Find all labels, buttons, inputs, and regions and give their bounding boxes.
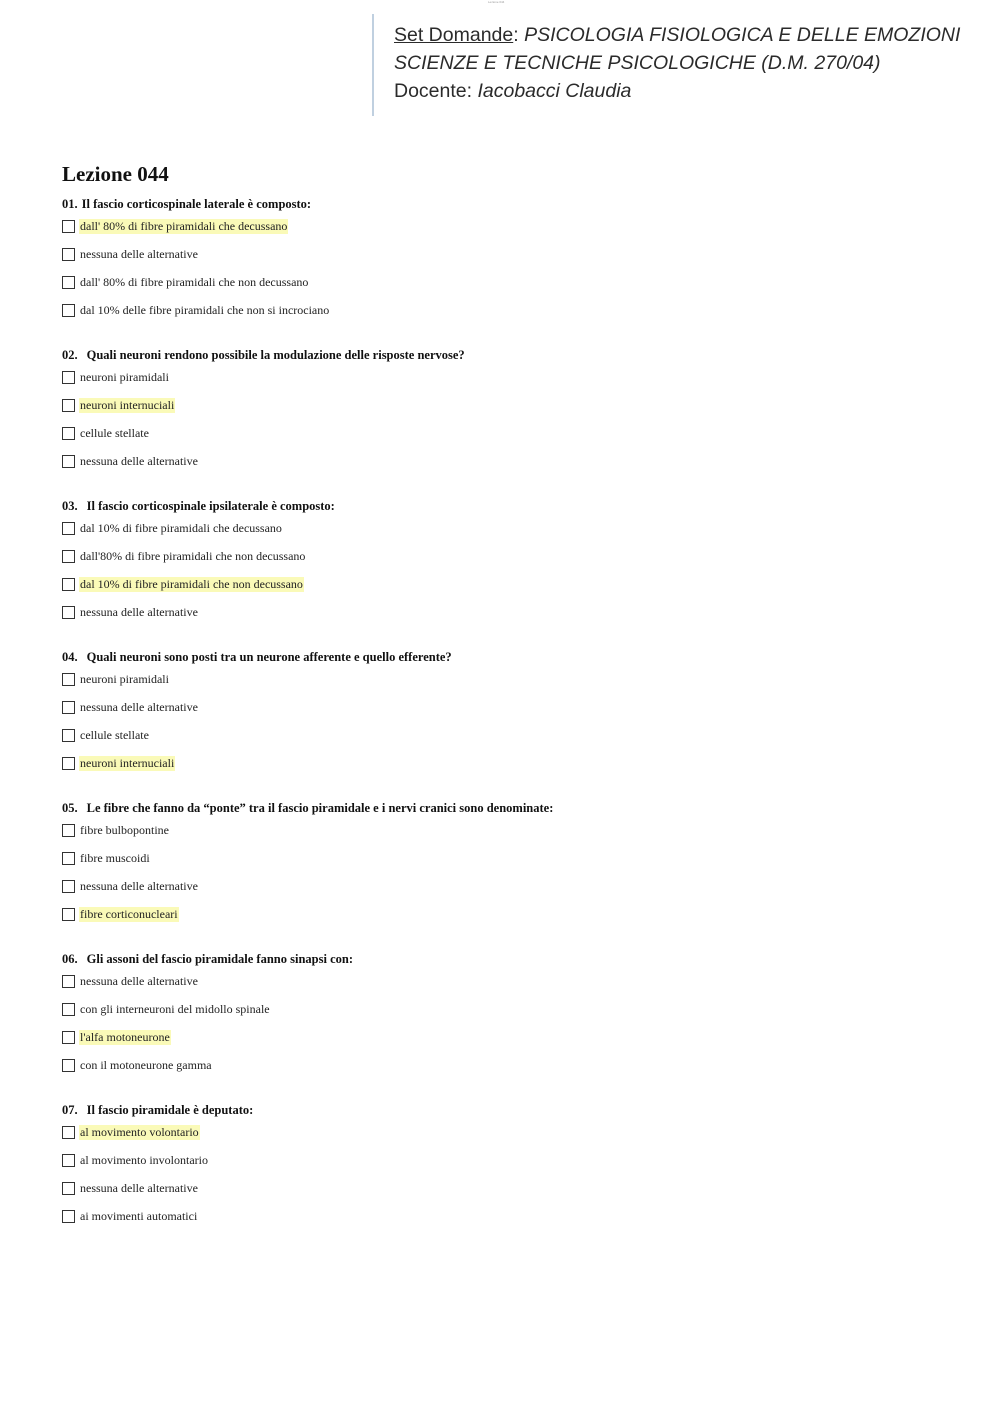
question-06 xyxy=(62,952,962,1086)
answer-option[interactable] xyxy=(62,370,962,398)
answer-option[interactable] xyxy=(62,1058,962,1086)
answer-text: con gli interneuroni del midollo spinale xyxy=(80,1002,270,1016)
answer-checkbox[interactable] xyxy=(62,1210,75,1223)
question-number: 07. xyxy=(62,1103,78,1117)
answer-text: neuroni piramidali xyxy=(80,672,169,686)
answer-text: dal 10% delle fibre piramidali che non si incrociano xyxy=(80,303,330,317)
question-text xyxy=(62,499,962,521)
answer-option[interactable] xyxy=(62,1209,962,1237)
question-text xyxy=(62,197,962,219)
answer-checkbox[interactable] xyxy=(62,757,75,770)
answer-checkbox[interactable] xyxy=(62,522,75,535)
answer-checkbox[interactable] xyxy=(62,304,75,317)
question-04 xyxy=(62,650,962,784)
answer-option[interactable] xyxy=(62,974,962,1002)
answer-checkbox[interactable] xyxy=(62,371,75,384)
answer-option[interactable] xyxy=(62,851,962,879)
degree-name: SCIENZE E TECNICHE PSICOLOGICHE (D.M. 270/04) xyxy=(394,52,881,74)
answer-checkbox[interactable] xyxy=(62,880,75,893)
answer-checkbox[interactable] xyxy=(62,908,75,921)
answer-text-correct: dal 10% di fibre piramidali che non decussano xyxy=(80,577,303,591)
question-07 xyxy=(62,1103,962,1237)
answer-checkbox[interactable] xyxy=(62,729,75,742)
answer-checkbox[interactable] xyxy=(62,1154,75,1167)
question-number: 04. xyxy=(62,650,78,664)
answer-checkbox[interactable] xyxy=(62,1059,75,1072)
answer-option[interactable] xyxy=(62,1030,962,1058)
set-domande-label: Set Domande xyxy=(394,24,514,46)
answer-text: ai movimenti automatici xyxy=(80,1209,198,1223)
question-label: Le fibre che fanno da “ponte” tra il fascio piramidale e i nervi cranici sono denominate: xyxy=(86,801,554,815)
answer-checkbox[interactable] xyxy=(62,578,75,591)
answer-checkbox[interactable] xyxy=(62,1031,75,1044)
question-02 xyxy=(62,348,962,482)
answer-text: dall'80% di fibre piramidali che non decussano xyxy=(80,549,306,563)
answer-checkbox[interactable] xyxy=(62,975,75,988)
question-label: Il fascio corticospinale ipsilaterale è composto: xyxy=(86,499,335,513)
question-text xyxy=(62,348,962,370)
question-text xyxy=(62,952,962,974)
question-label: Gli assoni del fascio piramidale fanno sinapsi con: xyxy=(86,952,353,966)
answer-checkbox[interactable] xyxy=(62,220,75,233)
answer-checkbox[interactable] xyxy=(62,701,75,714)
answer-text: fibre bulbopontine xyxy=(80,823,169,837)
answer-checkbox[interactable] xyxy=(62,824,75,837)
answer-checkbox[interactable] xyxy=(62,276,75,289)
header-colon: : xyxy=(513,24,525,46)
answer-text: neuroni piramidali xyxy=(80,370,169,384)
answer-option[interactable] xyxy=(62,1181,962,1209)
answer-option[interactable] xyxy=(62,398,962,426)
answer-option[interactable] xyxy=(62,672,962,700)
answer-option[interactable] xyxy=(62,454,962,482)
answer-text-correct: neuroni internuciali xyxy=(80,398,175,412)
answer-option[interactable] xyxy=(62,247,962,275)
answer-checkbox[interactable] xyxy=(62,673,75,686)
answer-text: dal 10% di fibre piramidali che decussano xyxy=(80,521,282,535)
answer-text: nessuna delle alternative xyxy=(80,1181,198,1195)
answer-checkbox[interactable] xyxy=(62,852,75,865)
answer-checkbox[interactable] xyxy=(62,248,75,261)
answer-option[interactable] xyxy=(62,879,962,907)
answer-text: nessuna delle alternative xyxy=(80,247,198,261)
answer-text: cellule stellate xyxy=(80,426,149,440)
answer-option[interactable] xyxy=(62,521,962,549)
answer-text-correct: neuroni internuciali xyxy=(80,756,175,770)
answer-text: nessuna delle alternative xyxy=(80,605,198,619)
answer-option[interactable] xyxy=(62,303,962,331)
question-number: 01. xyxy=(62,197,78,211)
answer-checkbox[interactable] xyxy=(62,1182,75,1195)
answer-option[interactable] xyxy=(62,1125,962,1153)
question-label: Il fascio piramidale è deputato: xyxy=(86,1103,254,1117)
answer-option[interactable] xyxy=(62,728,962,756)
answer-checkbox[interactable] xyxy=(62,427,75,440)
answer-text: con il motoneurone gamma xyxy=(80,1058,212,1072)
answer-text: nessuna delle alternative xyxy=(80,879,198,893)
question-label: Quali neuroni rendono possibile la modulazione delle risposte nervose? xyxy=(86,348,465,362)
answer-text: nessuna delle alternative xyxy=(80,454,198,468)
answer-option[interactable] xyxy=(62,605,962,633)
question-01 xyxy=(62,197,962,331)
answer-text-correct: al movimento volontario xyxy=(80,1125,199,1139)
answer-option[interactable] xyxy=(62,700,962,728)
teacher-label: Docente: xyxy=(394,80,478,102)
answer-checkbox[interactable] xyxy=(62,1003,75,1016)
question-05 xyxy=(62,801,962,935)
header-course-line xyxy=(394,24,960,47)
answer-option[interactable] xyxy=(62,549,962,577)
question-number: 03. xyxy=(62,499,78,513)
course-name: PSICOLOGIA FISIOLOGICA E DELLE EMOZIONI xyxy=(524,24,961,46)
answer-option[interactable] xyxy=(62,577,962,605)
question-number: 02. xyxy=(62,348,78,362)
answer-checkbox[interactable] xyxy=(62,1126,75,1139)
answer-option[interactable] xyxy=(62,756,962,784)
answer-text: dall' 80% di fibre piramidali che non decussano xyxy=(80,275,309,289)
answer-option[interactable] xyxy=(62,426,962,454)
answer-checkbox[interactable] xyxy=(62,455,75,468)
question-03 xyxy=(62,499,962,633)
lesson-title: Lezione 044 xyxy=(62,162,169,186)
answer-option[interactable] xyxy=(62,275,962,303)
answer-text-correct: dall' 80% di fibre piramidali che decussano xyxy=(80,219,288,233)
question-text xyxy=(62,650,962,672)
answer-option[interactable] xyxy=(62,907,962,935)
page-top-mark: Lezione 044 xyxy=(488,0,505,4)
question-label: Quali neuroni sono posti tra un neurone afferente e quello efferente? xyxy=(86,650,452,664)
answer-option[interactable] xyxy=(62,219,962,247)
answer-option[interactable] xyxy=(62,1153,962,1181)
answer-checkbox[interactable] xyxy=(62,399,75,412)
header-teacher-line xyxy=(394,80,631,103)
document-header xyxy=(372,14,972,116)
answer-checkbox[interactable] xyxy=(62,606,75,619)
question-text xyxy=(62,1103,962,1125)
question-number: 06. xyxy=(62,952,78,966)
answer-option[interactable] xyxy=(62,823,962,851)
answer-text: nessuna delle alternative xyxy=(80,974,198,988)
answer-text: cellule stellate xyxy=(80,728,149,742)
answer-option[interactable] xyxy=(62,1002,962,1030)
answer-text-correct: l'alfa motoneurone xyxy=(80,1030,170,1044)
question-text xyxy=(62,801,962,823)
teacher-name: Iacobacci Claudia xyxy=(477,80,632,102)
question-label: Il fascio corticospinale laterale è composto: xyxy=(81,197,312,211)
answer-text: nessuna delle alternative xyxy=(80,700,198,714)
answer-text: fibre muscoidi xyxy=(80,851,150,865)
answer-text-correct: fibre corticonucleari xyxy=(80,907,178,921)
question-number: 05. xyxy=(62,801,78,815)
answer-text: al movimento involontario xyxy=(80,1153,208,1167)
answer-checkbox[interactable] xyxy=(62,550,75,563)
